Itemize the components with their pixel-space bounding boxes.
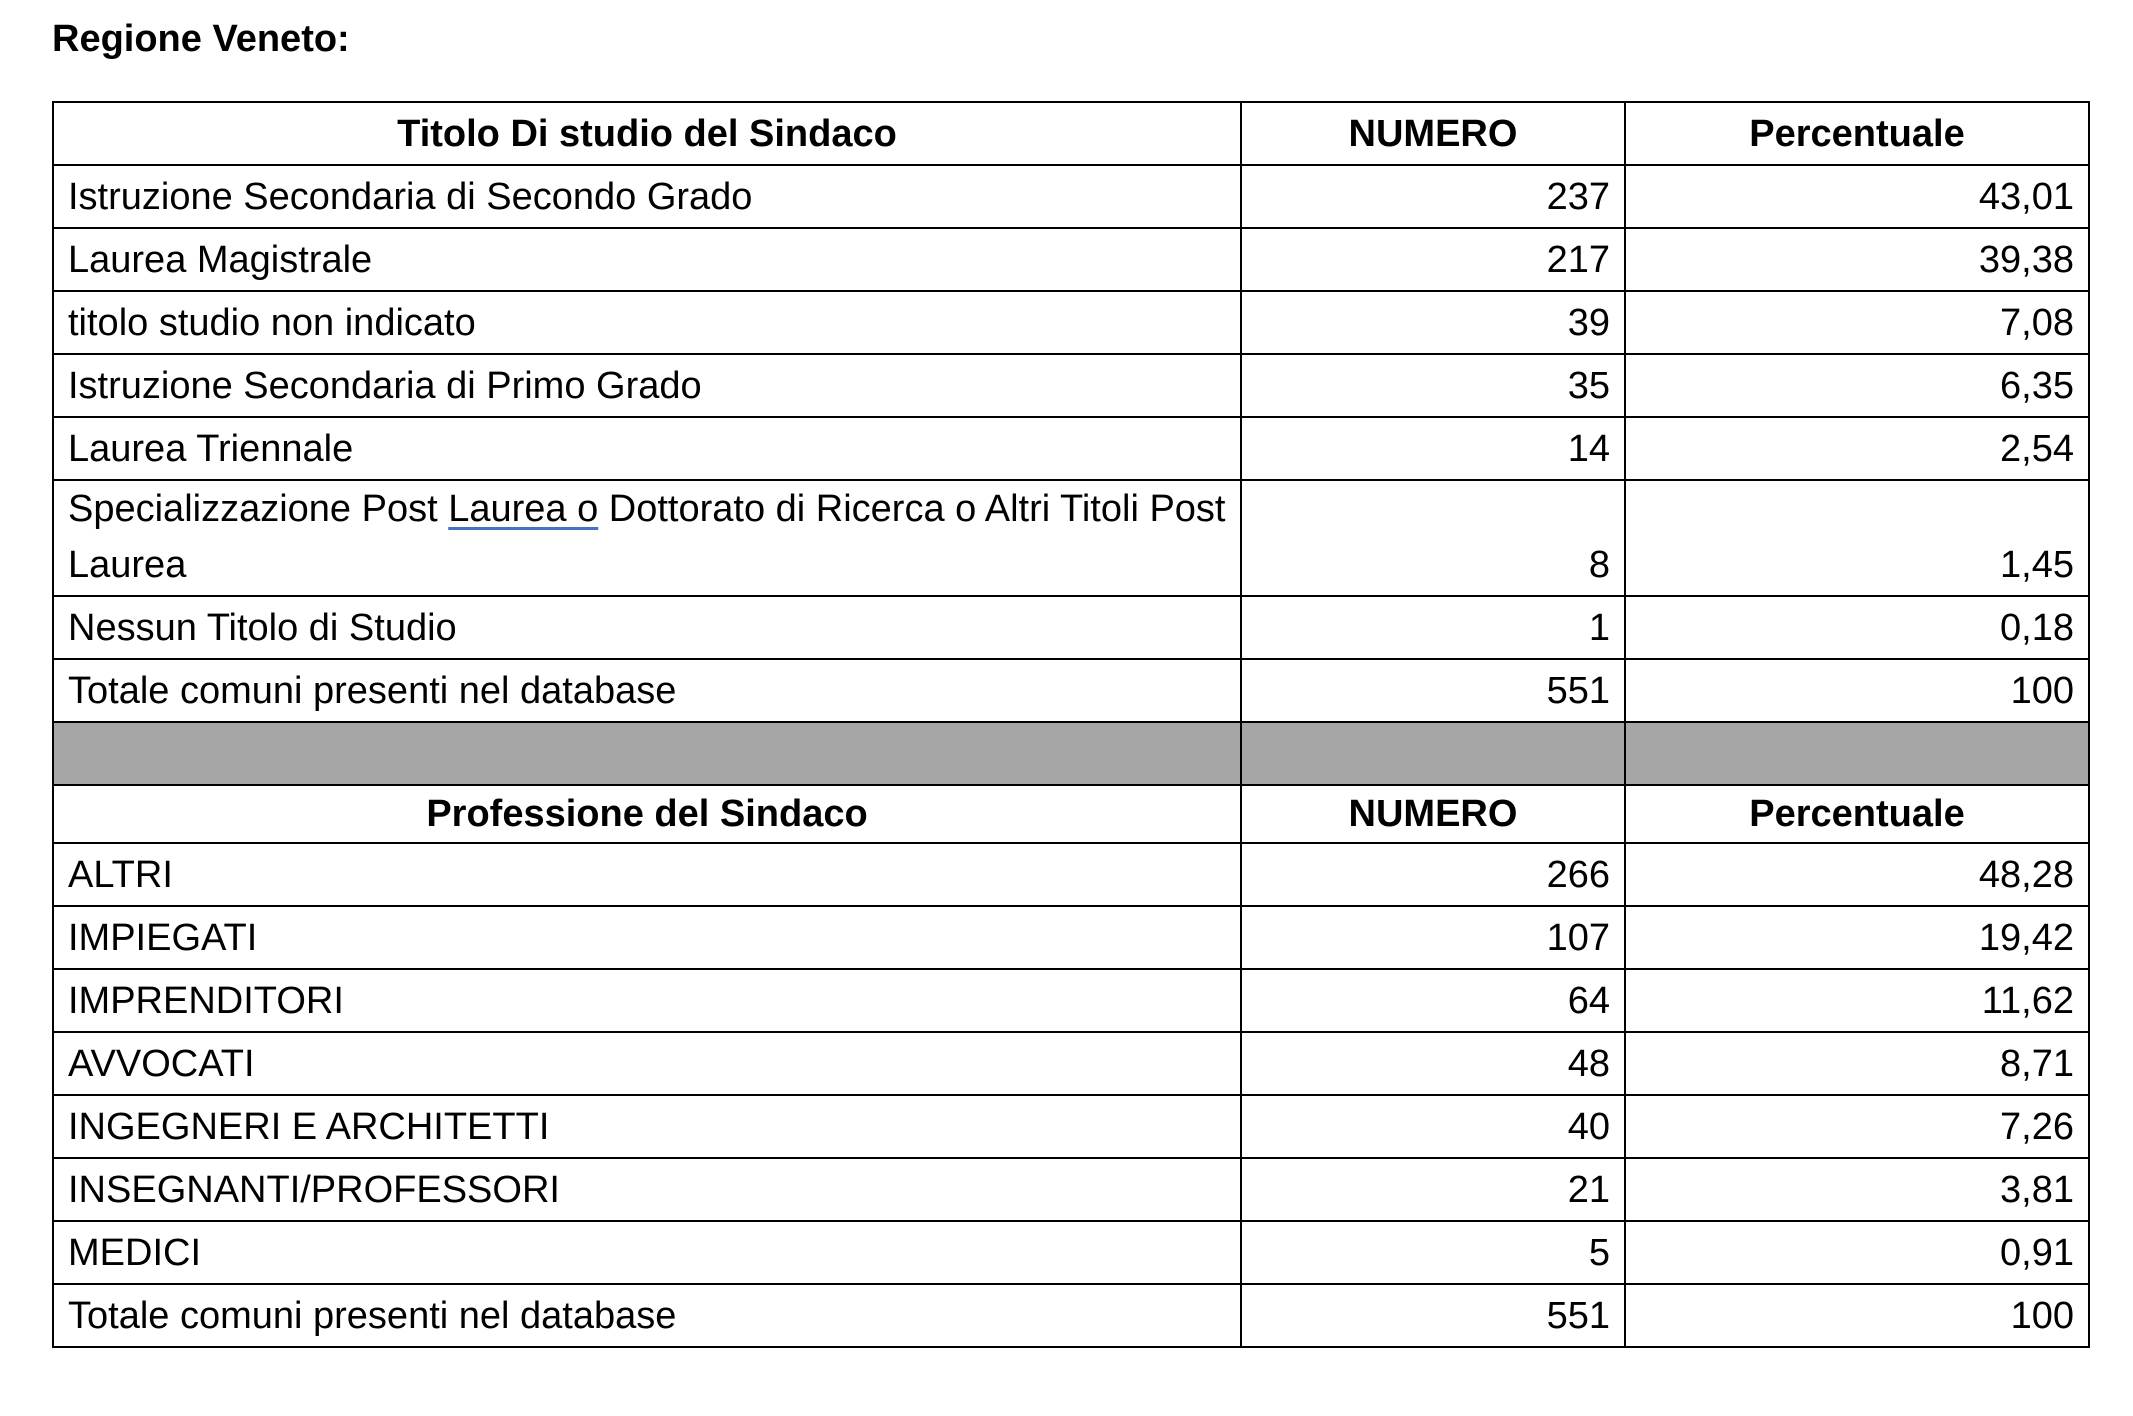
table-row <box>53 1221 2089 1284</box>
row-numero: 64 <box>1241 969 1625 1032</box>
row-label: Laurea Magistrale <box>53 228 1241 291</box>
row-label: Totale comuni presenti nel database <box>53 659 1241 722</box>
total-row <box>53 1284 2089 1347</box>
row-percentuale: 7,26 <box>1625 1095 2089 1158</box>
row-numero: 40 <box>1241 1095 1625 1158</box>
table-row <box>53 1158 2089 1221</box>
row-numero: 35 <box>1241 354 1625 417</box>
row-label-part: Specializzazione Post <box>68 488 449 530</box>
row-percentuale: 7,08 <box>1625 291 2089 354</box>
row-percentuale: 3,81 <box>1625 1158 2089 1221</box>
profession-header-row <box>53 785 2089 843</box>
row-numero: 21 <box>1241 1158 1625 1221</box>
row-numero: 266 <box>1241 843 1625 906</box>
row-label: IMPRENDITORI <box>53 969 1241 1032</box>
education-header-row <box>53 102 2089 165</box>
row-label-part: Dottorato di Ricerca o Altri Titoli Post Laurea <box>68 488 1226 586</box>
row-percentuale: 39,38 <box>1625 228 2089 291</box>
row-label: Totale comuni presenti nel database <box>53 1284 1241 1347</box>
separator-row <box>53 722 2089 785</box>
row-percentuale: 100 <box>1625 659 2089 722</box>
row-percentuale: 11,62 <box>1625 969 2089 1032</box>
row-label: titolo studio non indicato <box>53 291 1241 354</box>
table-row <box>53 291 2089 354</box>
column-header-numero: NUMERO <box>1241 785 1625 843</box>
row-label: ALTRI <box>53 843 1241 906</box>
row-percentuale: 48,28 <box>1625 843 2089 906</box>
table-row <box>53 1032 2089 1095</box>
row-label: AVVOCATI <box>53 1032 1241 1095</box>
spellcheck-underlined-text: Laurea o <box>448 488 599 530</box>
row-label: Istruzione Secondaria di Secondo Grado <box>53 165 1241 228</box>
column-header-numero: NUMERO <box>1241 102 1625 165</box>
table-row <box>53 906 2089 969</box>
table-row <box>53 165 2089 228</box>
row-numero: 551 <box>1241 659 1625 722</box>
row-numero: 39 <box>1241 291 1625 354</box>
row-numero: 1 <box>1241 596 1625 659</box>
row-numero: 237 <box>1241 165 1625 228</box>
row-label: INSEGNANTI/PROFESSORI <box>53 1158 1241 1221</box>
row-numero: 8 <box>1241 480 1625 596</box>
row-percentuale: 100 <box>1625 1284 2089 1347</box>
column-header-percentuale: Percentuale <box>1625 102 2089 165</box>
row-label: MEDICI <box>53 1221 1241 1284</box>
table-row <box>53 480 2089 596</box>
row-label <box>53 480 1241 596</box>
total-row <box>53 659 2089 722</box>
row-percentuale: 1,45 <box>1625 480 2089 596</box>
table-row <box>53 228 2089 291</box>
row-percentuale: 19,42 <box>1625 906 2089 969</box>
row-numero: 5 <box>1241 1221 1625 1284</box>
separator-cell <box>1241 722 1625 785</box>
row-percentuale: 0,18 <box>1625 596 2089 659</box>
table-row <box>53 1095 2089 1158</box>
row-numero: 217 <box>1241 228 1625 291</box>
row-label: Istruzione Secondaria di Primo Grado <box>53 354 1241 417</box>
row-percentuale: 43,01 <box>1625 165 2089 228</box>
statistics-table <box>52 101 2090 1348</box>
column-header-professione: Professione del Sindaco <box>53 785 1241 843</box>
page-title: Regione Veneto: <box>52 18 350 60</box>
row-numero: 107 <box>1241 906 1625 969</box>
row-percentuale: 8,71 <box>1625 1032 2089 1095</box>
column-header-percentuale: Percentuale <box>1625 785 2089 843</box>
row-numero: 48 <box>1241 1032 1625 1095</box>
row-percentuale: 0,91 <box>1625 1221 2089 1284</box>
row-label: Nessun Titolo di Studio <box>53 596 1241 659</box>
row-numero: 551 <box>1241 1284 1625 1347</box>
separator-cell <box>1625 722 2089 785</box>
row-percentuale: 2,54 <box>1625 417 2089 480</box>
row-percentuale: 6,35 <box>1625 354 2089 417</box>
row-label: IMPIEGATI <box>53 906 1241 969</box>
table-row <box>53 843 2089 906</box>
row-label: INGEGNERI E ARCHITETTI <box>53 1095 1241 1158</box>
table-row <box>53 969 2089 1032</box>
table-row <box>53 596 2089 659</box>
row-numero: 14 <box>1241 417 1625 480</box>
row-label: Laurea Triennale <box>53 417 1241 480</box>
table-row <box>53 354 2089 417</box>
table-row <box>53 417 2089 480</box>
separator-cell <box>53 722 1241 785</box>
column-header-titolo: Titolo Di studio del Sindaco <box>53 102 1241 165</box>
